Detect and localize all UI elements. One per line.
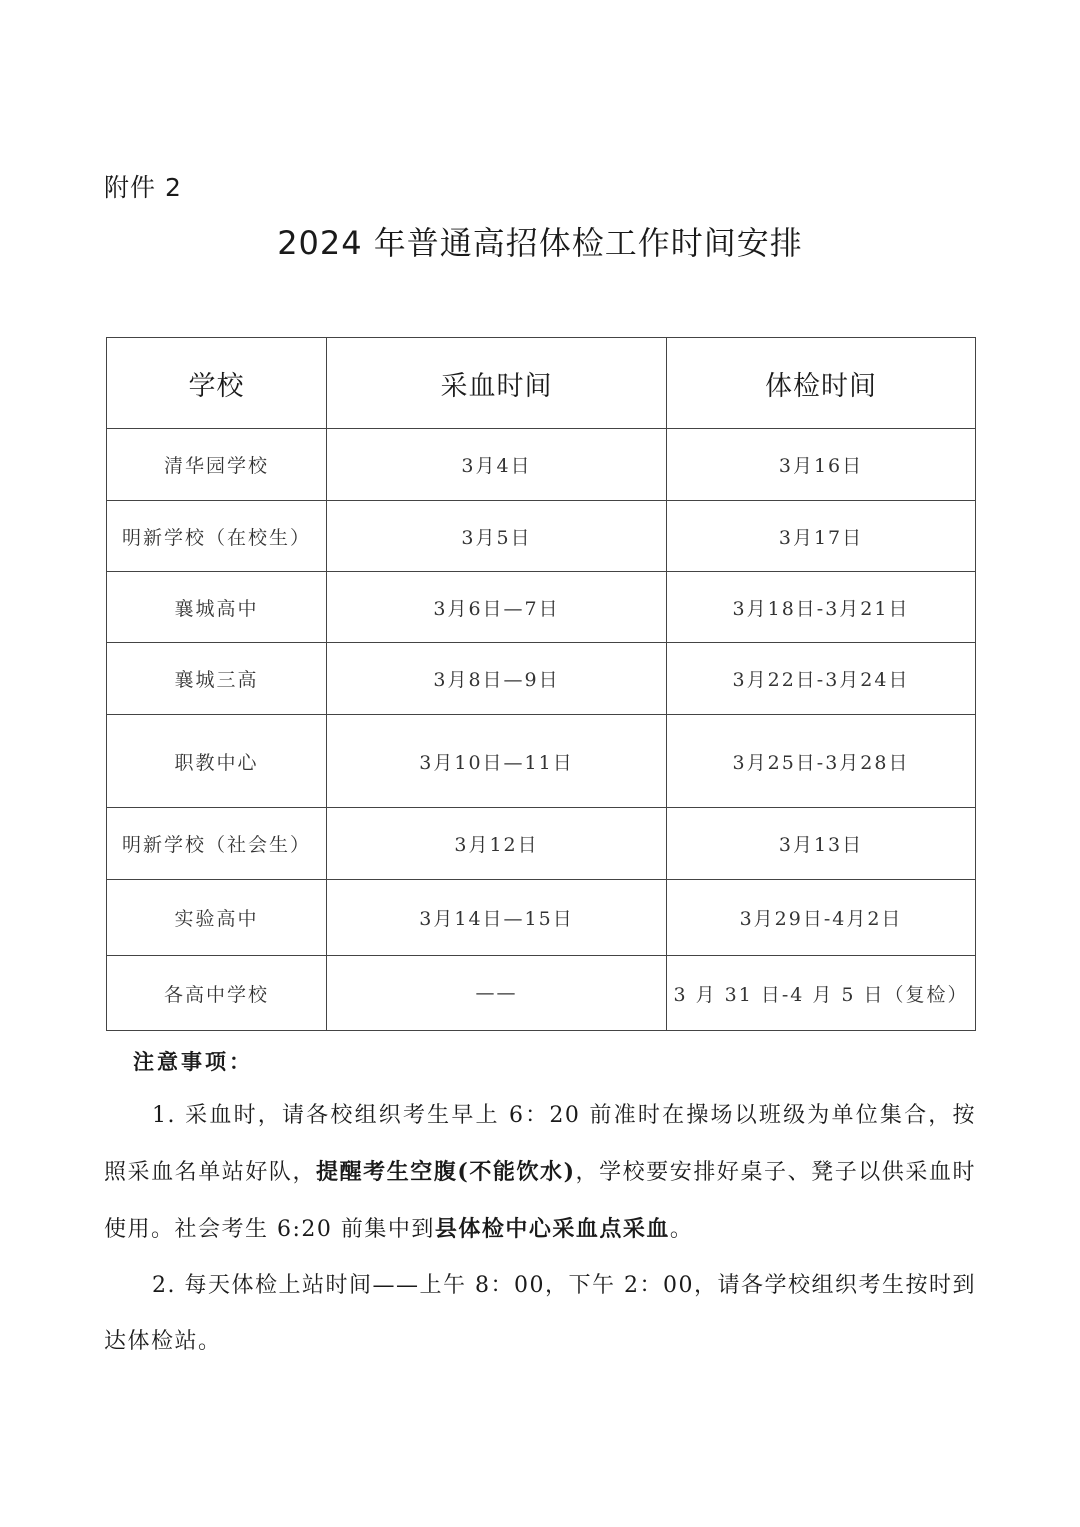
header-blood-time: 采血时间 bbox=[327, 338, 667, 429]
cell-blood: 3月8日—9日 bbox=[327, 643, 667, 715]
table-row bbox=[107, 572, 976, 643]
note-1-emphasis-location: 县体检中心采血点采血 bbox=[434, 1216, 670, 1242]
schedule-table bbox=[106, 337, 976, 1031]
note-1-text-a: 1. 采血时，请各校组织考生早上 6：20 前准时在操场以班级为单位集合，按照采血名单站好队， bbox=[104, 1103, 976, 1185]
cell-blood: 3月5日 bbox=[327, 501, 667, 572]
attachment-label: 附件 2 bbox=[104, 173, 182, 202]
cell-school: 襄城高中 bbox=[107, 572, 327, 643]
cell-exam: 3月16日 bbox=[667, 429, 976, 501]
cell-blood: 3月14日—15日 bbox=[327, 880, 667, 956]
table-row bbox=[107, 501, 976, 572]
cell-blood: 3月10日—11日 bbox=[327, 715, 667, 808]
cell-blood: 3月12日 bbox=[327, 808, 667, 880]
note-1-text-b: ，学校要安排好桌子、凳子以供采血时使用。社会考生 6:20 前集中到 bbox=[104, 1160, 976, 1242]
cell-blood: 3月6日—7日 bbox=[327, 572, 667, 643]
note-item-1 bbox=[104, 1088, 976, 1258]
cell-school: 各高中学校 bbox=[107, 956, 327, 1031]
cell-exam: 3月25日-3月28日 bbox=[667, 715, 976, 808]
cell-school: 明新学校（在校生） bbox=[107, 501, 327, 572]
cell-exam: 3月13日 bbox=[667, 808, 976, 880]
cell-exam: 3月17日 bbox=[667, 501, 976, 572]
note-1-text-c: 。 bbox=[669, 1217, 694, 1242]
page-title: 2024 年普通高招体检工作时间安排 bbox=[277, 224, 803, 262]
table-header-row bbox=[107, 338, 976, 429]
cell-school: 清华园学校 bbox=[107, 429, 327, 501]
table-row bbox=[107, 956, 976, 1031]
note-1-emphasis-fasting: 提醒考生空腹(不能饮水) bbox=[316, 1159, 576, 1185]
cell-exam: 3 月 31 日-4 月 5 日（复检） bbox=[667, 956, 976, 1031]
cell-blood: 3月4日 bbox=[327, 429, 667, 501]
cell-school: 明新学校（社会生） bbox=[107, 808, 327, 880]
cell-school: 襄城三高 bbox=[107, 643, 327, 715]
cell-exam: 3月29日-4月2日 bbox=[667, 880, 976, 956]
cell-school: 职教中心 bbox=[107, 715, 327, 808]
notes-heading: 注意事项： bbox=[133, 1049, 253, 1074]
table-row bbox=[107, 715, 976, 808]
table-row bbox=[107, 880, 976, 956]
table-row bbox=[107, 429, 976, 501]
cell-exam: 3月22日-3月24日 bbox=[667, 643, 976, 715]
table-row bbox=[107, 643, 976, 715]
note-2-text: 2. 每天体检上站时间——上午 8：00，下午 2：00，请各学校组织考生按时到达体检站。 bbox=[104, 1273, 976, 1354]
note-item-2 bbox=[104, 1258, 976, 1370]
cell-blood: —— bbox=[327, 956, 667, 1031]
header-school: 学校 bbox=[107, 338, 327, 429]
cell-school: 实验高中 bbox=[107, 880, 327, 956]
table-row bbox=[107, 808, 976, 880]
cell-exam: 3月18日-3月21日 bbox=[667, 572, 976, 643]
header-exam-time: 体检时间 bbox=[667, 338, 976, 429]
